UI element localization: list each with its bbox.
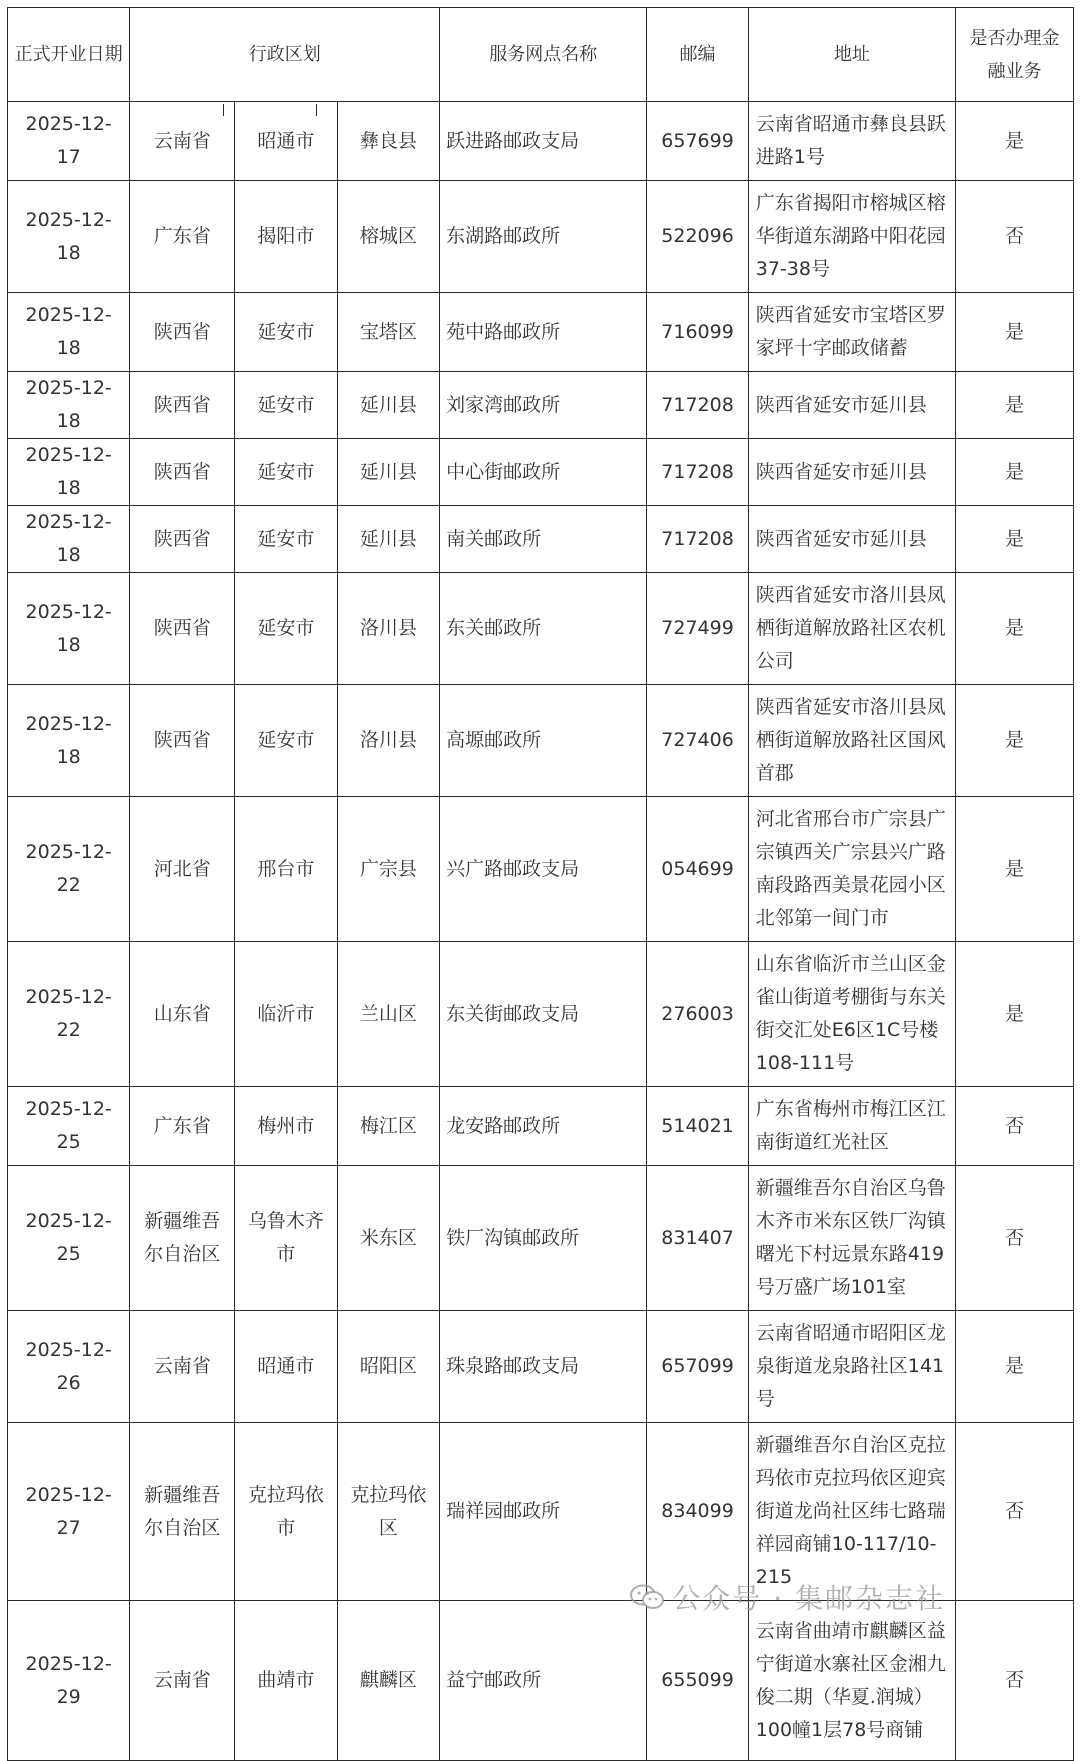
cell-postcode: 727499 bbox=[647, 573, 748, 685]
cell-finance: 否 bbox=[956, 1423, 1074, 1601]
cell-date: 2025-12-22 bbox=[8, 797, 130, 942]
table-row bbox=[8, 797, 1074, 942]
cell-outlet: 苑中路邮政所 bbox=[440, 293, 647, 372]
cell-province: 陕西省 bbox=[130, 293, 235, 372]
cell-postcode: 657099 bbox=[647, 1311, 748, 1423]
cell-address: 山东省临沂市兰山区金雀山街道考棚街与东关街交汇处E6区1C号楼108-111号 bbox=[748, 942, 955, 1087]
watermark bbox=[630, 1577, 945, 1617]
cell-city: 克拉玛依市 bbox=[235, 1423, 338, 1601]
cell-outlet: 珠泉路邮政支局 bbox=[440, 1311, 647, 1423]
cell-address: 河北省邢台市广宗县广宗镇西关广宗县兴广路南段路西美景花园小区北邻第一间门市 bbox=[748, 797, 955, 942]
header-admin bbox=[130, 8, 440, 102]
cell-outlet: 南关邮政所 bbox=[440, 506, 647, 573]
cell-finance: 是 bbox=[956, 372, 1074, 439]
cell-finance: 是 bbox=[956, 506, 1074, 573]
cell-outlet: 跃进路邮政支局 bbox=[440, 102, 647, 181]
cell-date: 2025-12-25 bbox=[8, 1087, 130, 1166]
cell-date: 2025-12-18 bbox=[8, 506, 130, 573]
cell-outlet: 瑞祥园邮政所 bbox=[440, 1423, 647, 1601]
cell-county: 兰山区 bbox=[337, 942, 440, 1087]
table-row bbox=[8, 506, 1074, 573]
cell-outlet: 高塬邮政所 bbox=[440, 685, 647, 797]
cell-county: 米东区 bbox=[337, 1166, 440, 1311]
cell-address: 云南省曲靖市麒麟区益宁街道水寨社区金湘九俊二期（华夏.润城）100幢1层78号商铺 bbox=[748, 1601, 955, 1761]
cell-finance: 否 bbox=[956, 181, 1074, 293]
cell-outlet: 东关街邮政支局 bbox=[440, 942, 647, 1087]
cell-city: 延安市 bbox=[235, 573, 338, 685]
cell-province: 云南省 bbox=[130, 1601, 235, 1761]
cell-province: 河北省 bbox=[130, 797, 235, 942]
cell-city: 延安市 bbox=[235, 439, 338, 506]
header-divider bbox=[316, 104, 317, 116]
cell-outlet: 益宁邮政所 bbox=[440, 1601, 647, 1761]
cell-city: 延安市 bbox=[235, 506, 338, 573]
cell-finance: 否 bbox=[956, 1166, 1074, 1311]
cell-postcode: 717208 bbox=[647, 372, 748, 439]
cell-province: 山东省 bbox=[130, 942, 235, 1087]
table-row bbox=[8, 1166, 1074, 1311]
cell-address: 陕西省延安市洛川县凤栖街道解放路社区国风首郡 bbox=[748, 685, 955, 797]
cell-county: 彝良县 bbox=[337, 102, 440, 181]
header-admin-label: 行政区划 bbox=[248, 44, 321, 65]
cell-county: 宝塔区 bbox=[337, 293, 440, 372]
header-postcode: 邮编 bbox=[647, 8, 748, 102]
cell-outlet: 刘家湾邮政所 bbox=[440, 372, 647, 439]
cell-province: 陕西省 bbox=[130, 372, 235, 439]
cell-province: 陕西省 bbox=[130, 685, 235, 797]
table-row bbox=[8, 181, 1074, 293]
cell-county: 洛川县 bbox=[337, 685, 440, 797]
cell-city: 曲靖市 bbox=[235, 1601, 338, 1761]
cell-province: 陕西省 bbox=[130, 439, 235, 506]
cell-address: 陕西省延安市洛川县凤栖街道解放路社区农机公司 bbox=[748, 573, 955, 685]
table-row bbox=[8, 293, 1074, 372]
cell-city: 邢台市 bbox=[235, 797, 338, 942]
cell-postcode: 657699 bbox=[647, 102, 748, 181]
header-finance: 是否办理金融业务 bbox=[956, 8, 1074, 102]
cell-county: 昭阳区 bbox=[337, 1311, 440, 1423]
cell-county: 克拉玛依区 bbox=[337, 1423, 440, 1601]
cell-date: 2025-12-25 bbox=[8, 1166, 130, 1311]
cell-postcode: 522096 bbox=[647, 181, 748, 293]
cell-date: 2025-12-18 bbox=[8, 293, 130, 372]
header-address: 地址 bbox=[748, 8, 955, 102]
cell-postcode: 717208 bbox=[647, 439, 748, 506]
cell-outlet: 东关邮政所 bbox=[440, 573, 647, 685]
table-row bbox=[8, 573, 1074, 685]
watermark-text: 公众号 · 集邮杂志社 bbox=[672, 1582, 945, 1615]
cell-address: 云南省昭通市昭阳区龙泉街道龙泉路社区141号 bbox=[748, 1311, 955, 1423]
cell-county: 延川县 bbox=[337, 439, 440, 506]
table-row bbox=[8, 1601, 1074, 1761]
table-row bbox=[8, 102, 1074, 181]
cell-county: 洛川县 bbox=[337, 573, 440, 685]
cell-date: 2025-12-22 bbox=[8, 942, 130, 1087]
cell-county: 延川县 bbox=[337, 506, 440, 573]
cell-city: 梅州市 bbox=[235, 1087, 338, 1166]
cell-finance: 否 bbox=[956, 1087, 1074, 1166]
cell-finance: 否 bbox=[956, 1601, 1074, 1761]
cell-postcode: 717208 bbox=[647, 506, 748, 573]
cell-finance: 是 bbox=[956, 797, 1074, 942]
cell-province: 新疆维吾尔自治区 bbox=[130, 1166, 235, 1311]
cell-outlet: 龙安路邮政所 bbox=[440, 1087, 647, 1166]
cell-date: 2025-12-29 bbox=[8, 1601, 130, 1761]
outlet-table bbox=[7, 7, 1074, 1761]
cell-date: 2025-12-18 bbox=[8, 573, 130, 685]
cell-finance: 是 bbox=[956, 293, 1074, 372]
cell-city: 乌鲁木齐市 bbox=[235, 1166, 338, 1311]
cell-outlet: 铁厂沟镇邮政所 bbox=[440, 1166, 647, 1311]
cell-outlet: 中心街邮政所 bbox=[440, 439, 647, 506]
table-row bbox=[8, 372, 1074, 439]
cell-address: 广东省揭阳市榕城区榕华街道东湖路中阳花园37-38号 bbox=[748, 181, 955, 293]
cell-postcode: 276003 bbox=[647, 942, 748, 1087]
wechat-icon bbox=[630, 1584, 664, 1610]
cell-address: 新疆维吾尔自治区克拉玛依市克拉玛依区迎宾街道龙尚社区纬七路瑞祥园商铺10-117/10-215 bbox=[748, 1423, 955, 1601]
table-row bbox=[8, 942, 1074, 1087]
cell-date: 2025-12-18 bbox=[8, 439, 130, 506]
cell-address: 陕西省延安市延川县 bbox=[748, 372, 955, 439]
cell-date: 2025-12-18 bbox=[8, 685, 130, 797]
table-header-row bbox=[8, 8, 1074, 102]
cell-province: 广东省 bbox=[130, 1087, 235, 1166]
cell-address: 陕西省延安市延川县 bbox=[748, 506, 955, 573]
cell-city: 昭通市 bbox=[235, 1311, 338, 1423]
cell-finance: 是 bbox=[956, 942, 1074, 1087]
header-outlet: 服务网点名称 bbox=[440, 8, 647, 102]
cell-postcode: 655099 bbox=[647, 1601, 748, 1761]
header-date: 正式开业日期 bbox=[8, 8, 130, 102]
cell-date: 2025-12-17 bbox=[8, 102, 130, 181]
table-row bbox=[8, 1311, 1074, 1423]
table-row bbox=[8, 1087, 1074, 1166]
cell-postcode: 716099 bbox=[647, 293, 748, 372]
cell-city: 延安市 bbox=[235, 372, 338, 439]
cell-postcode: 514021 bbox=[647, 1087, 748, 1166]
cell-city: 昭通市 bbox=[235, 102, 338, 181]
cell-address: 陕西省延安市宝塔区罗家坪十字邮政储蓄 bbox=[748, 293, 955, 372]
cell-city: 延安市 bbox=[235, 685, 338, 797]
cell-province: 广东省 bbox=[130, 181, 235, 293]
cell-finance: 是 bbox=[956, 439, 1074, 506]
cell-postcode: 054699 bbox=[647, 797, 748, 942]
cell-finance: 是 bbox=[956, 573, 1074, 685]
cell-postcode: 831407 bbox=[647, 1166, 748, 1311]
cell-county: 榕城区 bbox=[337, 181, 440, 293]
cell-city: 临沂市 bbox=[235, 942, 338, 1087]
cell-date: 2025-12-26 bbox=[8, 1311, 130, 1423]
cell-address: 陕西省延安市延川县 bbox=[748, 439, 955, 506]
header-divider bbox=[223, 104, 224, 116]
cell-address: 新疆维吾尔自治区乌鲁木齐市米东区铁厂沟镇曙光下村远景东路419号万盛广场101室 bbox=[748, 1166, 955, 1311]
cell-outlet: 兴广路邮政支局 bbox=[440, 797, 647, 942]
cell-address: 云南省昭通市彝良县跃进路1号 bbox=[748, 102, 955, 181]
table-row bbox=[8, 439, 1074, 506]
cell-province: 陕西省 bbox=[130, 506, 235, 573]
cell-date: 2025-12-18 bbox=[8, 372, 130, 439]
cell-finance: 是 bbox=[956, 685, 1074, 797]
table-row bbox=[8, 1423, 1074, 1601]
cell-county: 广宗县 bbox=[337, 797, 440, 942]
cell-address: 广东省梅州市梅江区江南街道红光社区 bbox=[748, 1087, 955, 1166]
cell-postcode: 727406 bbox=[647, 685, 748, 797]
cell-city: 揭阳市 bbox=[235, 181, 338, 293]
cell-city: 延安市 bbox=[235, 293, 338, 372]
cell-province: 云南省 bbox=[130, 102, 235, 181]
cell-county: 梅江区 bbox=[337, 1087, 440, 1166]
cell-county: 延川县 bbox=[337, 372, 440, 439]
cell-province: 云南省 bbox=[130, 1311, 235, 1423]
cell-province: 陕西省 bbox=[130, 573, 235, 685]
cell-outlet: 东湖路邮政所 bbox=[440, 181, 647, 293]
cell-county: 麒麟区 bbox=[337, 1601, 440, 1761]
cell-province: 新疆维吾尔自治区 bbox=[130, 1423, 235, 1601]
cell-date: 2025-12-27 bbox=[8, 1423, 130, 1601]
cell-finance: 是 bbox=[956, 1311, 1074, 1423]
cell-postcode: 834099 bbox=[647, 1423, 748, 1601]
cell-finance: 是 bbox=[956, 102, 1074, 181]
cell-date: 2025-12-18 bbox=[8, 181, 130, 293]
table-row bbox=[8, 685, 1074, 797]
